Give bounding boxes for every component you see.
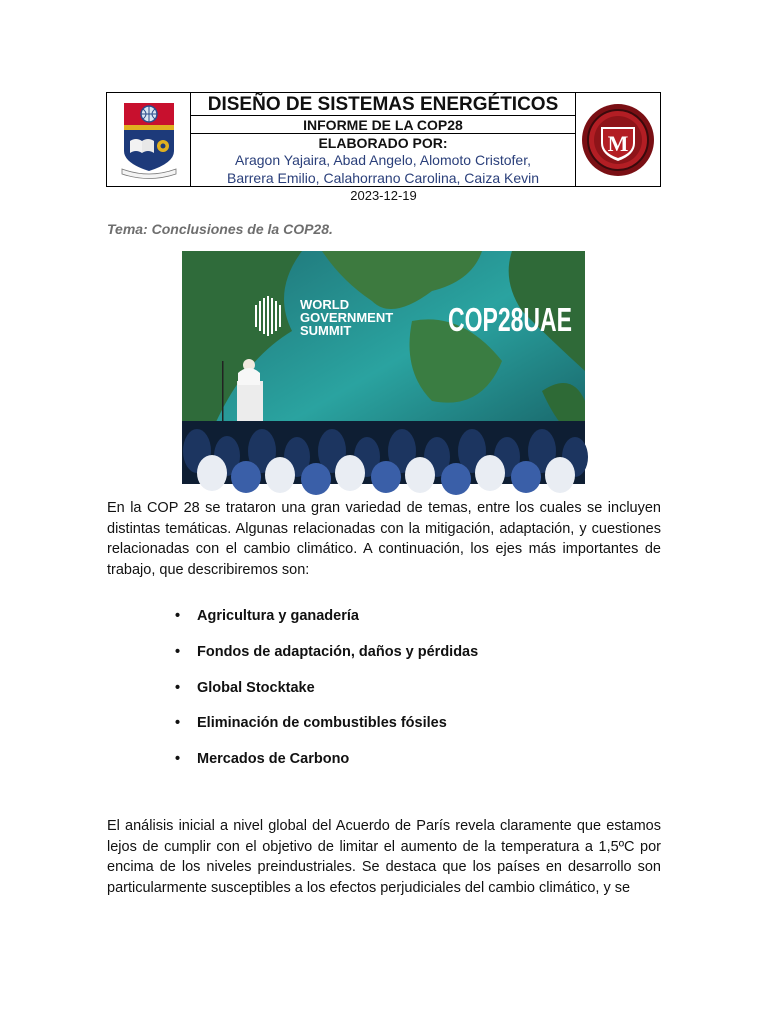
list-item-label: Eliminación de combustibles fósiles bbox=[197, 715, 447, 732]
bullet-icon: • bbox=[175, 751, 181, 768]
bullet-icon: • bbox=[175, 643, 181, 660]
wgs-line-1: WORLD bbox=[300, 297, 350, 312]
list-item-label: Fondos de adaptación, daños y pérdidas bbox=[197, 643, 479, 660]
list-item bbox=[175, 749, 478, 785]
mechanical-engineering-logo bbox=[575, 93, 660, 186]
wgs-line-2: GOVERNMENT bbox=[300, 310, 394, 325]
seal-letter: M bbox=[607, 130, 629, 156]
list-item bbox=[175, 606, 478, 642]
report-date: 2023-12-19 bbox=[350, 188, 417, 203]
list-item-label: Global Stocktake bbox=[197, 679, 315, 696]
header-table bbox=[106, 92, 661, 187]
list-item bbox=[175, 642, 478, 678]
intro-paragraph: En la COP 28 se trataron una gran variedad de temas, entre los cuales se incluyen distintas temáticas. Algunas relacionadas con la mitigación, adaptación, y cuestiones relacionadas con el cambio climático. A continuación, los ejes más importantes de trabajo, que describiremos son: bbox=[107, 500, 661, 578]
document-title: DISEÑO DE SISTEMAS ENERGÉTICOS bbox=[191, 93, 575, 116]
report-subtitle: INFORME DE LA COP28 bbox=[191, 116, 575, 134]
topic-heading: Tema: Conclusiones de la COP28. bbox=[107, 221, 333, 237]
university-shield-icon bbox=[116, 101, 182, 179]
list-item-label: Mercados de Carbono bbox=[197, 751, 350, 768]
topics-list bbox=[175, 606, 478, 785]
cop28-summit-photo bbox=[182, 251, 585, 484]
red-seal-icon bbox=[581, 103, 655, 177]
elaborado-label: ELABORADO POR: bbox=[318, 135, 448, 151]
bullet-icon: • bbox=[175, 608, 181, 624]
list-item bbox=[175, 678, 478, 714]
bullet-icon: • bbox=[175, 715, 181, 732]
authors-cell bbox=[191, 134, 575, 187]
summit-stage-image bbox=[182, 251, 585, 484]
list-item bbox=[175, 713, 478, 749]
header-center bbox=[191, 93, 575, 186]
bullet-icon: • bbox=[175, 679, 181, 696]
list-item-label: Agricultura y ganadería bbox=[197, 608, 359, 624]
authors-line-2: Barrera Emilio, Calahorrano Carolina, Caiza Kevin bbox=[226, 170, 540, 186]
cop28-logo-text: COP28UAE bbox=[448, 301, 572, 338]
epn-logo bbox=[107, 93, 191, 186]
wgs-line-3: SUMMIT bbox=[300, 323, 352, 338]
authors-line-1: Aragon Yajaira, Abad Angelo, Alomoto Cristofer, bbox=[234, 152, 531, 168]
analysis-paragraph: El análisis inicial a nivel global del Acuerdo de París revela claramente que estamos lejos de cumplir con el objetivo de limitar el aumento de la temperatura a 1,5ºC por encima de los niveles preindustriales. Se destaca que los países en desarrollo son particularmente susceptibles a los efectos perjudiciales del cambio climático, y se bbox=[107, 818, 661, 896]
